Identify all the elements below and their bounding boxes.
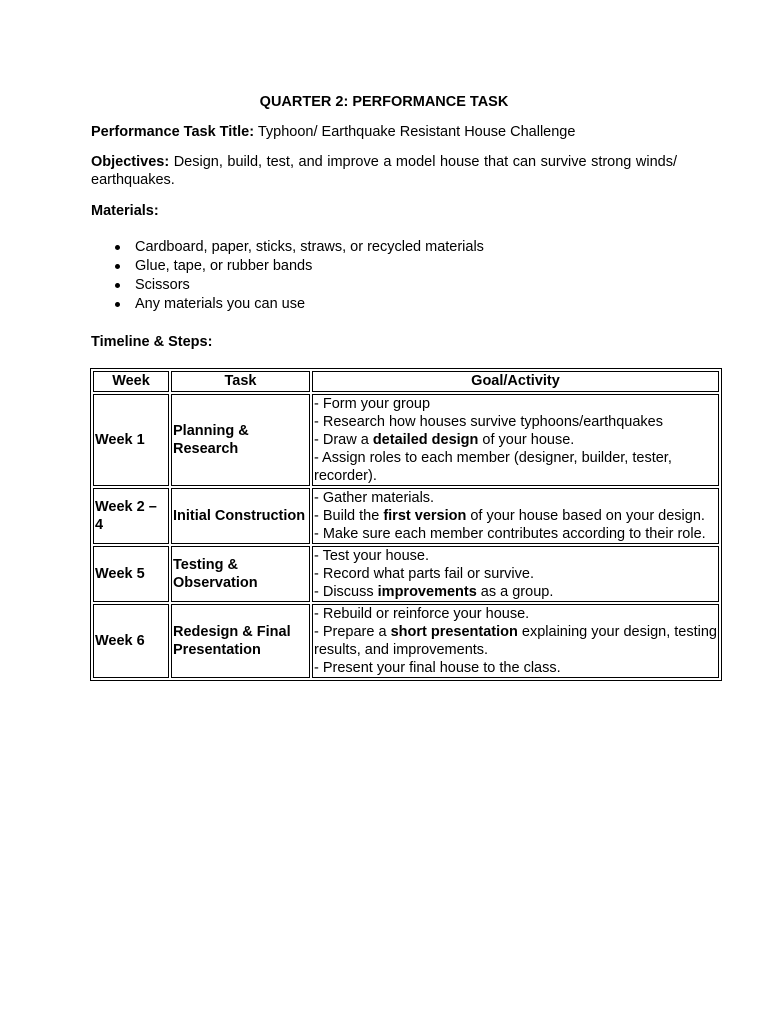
goal-line: - Discuss improvements as a group. bbox=[314, 584, 554, 600]
bullet-icon bbox=[115, 283, 120, 288]
materials-item: Scissors bbox=[91, 276, 484, 295]
goal-line: - Draw a detailed design of your house. bbox=[314, 432, 575, 448]
task-cell: Initial Construction bbox=[171, 488, 310, 544]
materials-item: Cardboard, paper, sticks, straws, or recycled materials bbox=[91, 238, 484, 257]
goal-line: - Record what parts fail or survive. bbox=[314, 566, 534, 582]
goal-line: - Assign roles to each member (designer, builder, tester, recorder). bbox=[314, 450, 672, 484]
task-title-line bbox=[91, 123, 677, 141]
goal-line: - Present your final house to the class. bbox=[314, 660, 561, 676]
task-title-value: Typhoon/ Earthquake Resistant House Challenge bbox=[257, 124, 576, 140]
task-cell: Planning & Research bbox=[171, 394, 310, 486]
goal-line: - Gather materials. bbox=[314, 490, 435, 506]
goal-line: - Make sure each member contributes according to their role. bbox=[314, 526, 706, 542]
column-header-week: Week bbox=[93, 371, 169, 392]
materials-list bbox=[91, 238, 484, 314]
materials-heading bbox=[91, 202, 677, 220]
table-header-row bbox=[93, 371, 719, 392]
materials-item: Any materials you can use bbox=[91, 295, 484, 314]
table-row bbox=[93, 488, 719, 544]
goal-line: - Research how houses survive typhoons/earthquakes bbox=[314, 414, 663, 430]
bullet-icon bbox=[115, 302, 120, 307]
goal-cell bbox=[312, 394, 719, 486]
goal-line: - Test your house. bbox=[314, 548, 429, 564]
week-cell: Week 5 bbox=[93, 546, 169, 602]
task-title-label: Performance Task Title: bbox=[91, 124, 255, 140]
goal-line: - Build the first version of your house based on your design. bbox=[314, 508, 705, 524]
goal-line: - Prepare a short presentation explaining your design, testing results, and improvements. bbox=[314, 624, 717, 658]
objectives-value: Design, build, test, and improve a model house that can survive strong winds/ earthquakes. bbox=[91, 154, 677, 188]
materials-item: Glue, tape, or rubber bands bbox=[91, 257, 484, 276]
column-header-task: Task bbox=[171, 371, 310, 392]
page-title: QUARTER 2: PERFORMANCE TASK bbox=[259, 94, 509, 110]
task-cell: Redesign & Final Presentation bbox=[171, 604, 310, 678]
week-cell: Week 2 – 4 bbox=[93, 488, 169, 544]
timeline-heading bbox=[91, 333, 677, 351]
week-cell: Week 6 bbox=[93, 604, 169, 678]
week-cell: Week 1 bbox=[93, 394, 169, 486]
goal-cell bbox=[312, 488, 719, 544]
table-row bbox=[93, 394, 719, 486]
goal-line: - Rebuild or reinforce your house. bbox=[314, 606, 530, 622]
objectives-paragraph bbox=[91, 153, 677, 189]
objectives-label: Objectives: bbox=[91, 154, 170, 170]
goal-cell bbox=[312, 546, 719, 602]
task-cell: Testing & Observation bbox=[171, 546, 310, 602]
bullet-icon bbox=[115, 245, 120, 250]
goal-line: - Form your group bbox=[314, 396, 431, 412]
timeline-label: Timeline & Steps: bbox=[91, 334, 213, 350]
materials-label: Materials: bbox=[91, 203, 159, 219]
goal-cell bbox=[312, 604, 719, 678]
timeline-table bbox=[90, 368, 722, 681]
bullet-icon bbox=[115, 264, 120, 269]
table-row bbox=[93, 604, 719, 678]
table-row bbox=[93, 546, 719, 602]
column-header-goal: Goal/Activity bbox=[312, 371, 719, 392]
